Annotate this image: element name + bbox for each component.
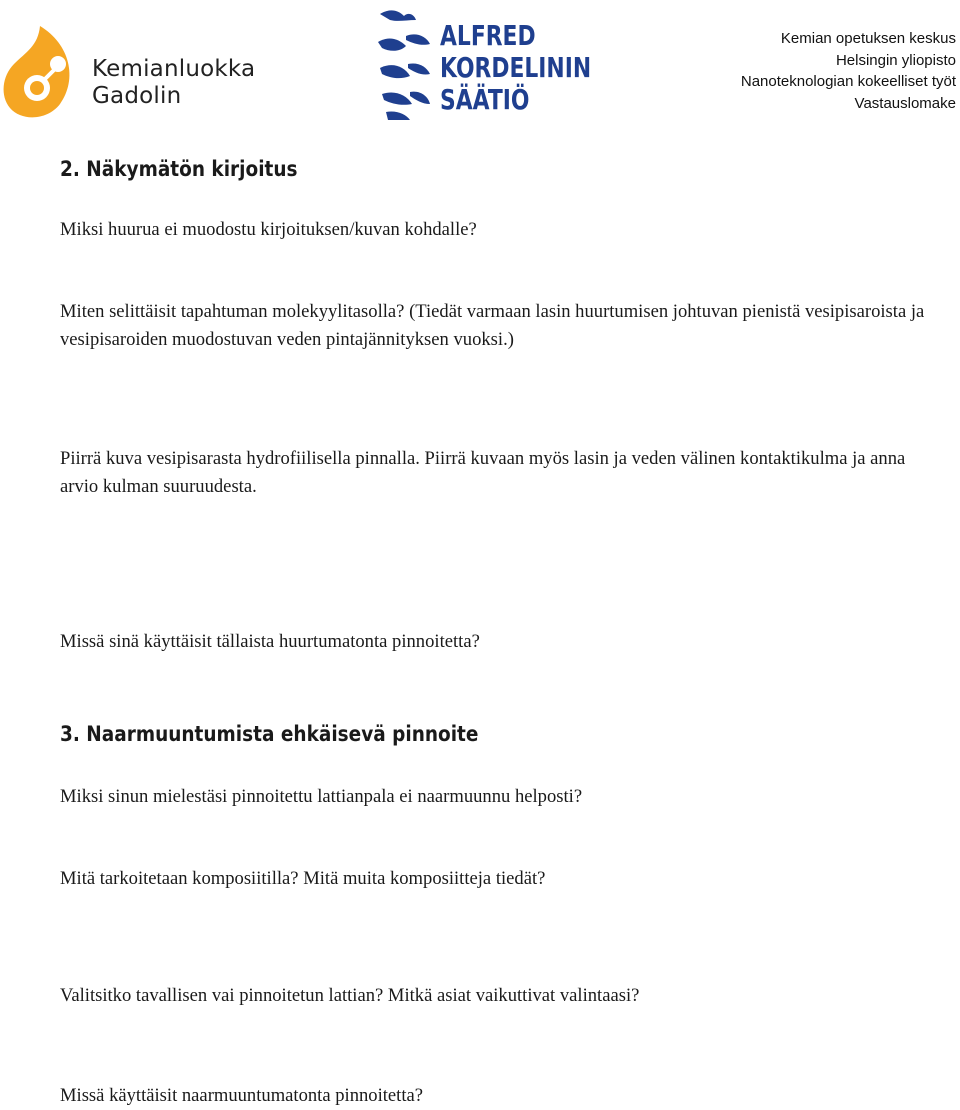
header-info-line: Kemian opetuksen keskus bbox=[780, 30, 956, 47]
section-3-heading: 3. Naarmuuntumista ehkäisevä pinnoite bbox=[60, 722, 479, 746]
section-2-question-1: Miksi huurua ei muodostu kirjoituksen/kuvan kohdalle? bbox=[60, 219, 477, 240]
gadolin-logo bbox=[0, 20, 256, 125]
section-3-question-2: Mitä tarkoitetaan komposiitilla? Mitä muita komposiitteja tiedät? bbox=[60, 868, 546, 889]
section-2-heading: 2. Näkymätön kirjoitus bbox=[60, 157, 298, 181]
section-3-question-4: Missä käyttäisit naarmuuntumatonta pinnoitetta? bbox=[60, 1085, 424, 1106]
kordelin-logo-icon bbox=[376, 6, 432, 122]
section-2-question-3: Piirrä kuva vesipisarasta hydrofiilisella pinnalla. Piirrä kuvaan myös lasin ja veden välinen kontaktikulma ja anna arvio kulman suuruudesta. bbox=[60, 448, 906, 497]
gadolin-logo-line2: Gadolin bbox=[92, 83, 182, 109]
page-header bbox=[0, 0, 960, 130]
header-info-line: Helsingin yliopisto bbox=[835, 51, 956, 69]
gadolin-logo-icon bbox=[0, 24, 80, 124]
header-info-line: Nanoteknologian kokeelliset työt bbox=[740, 73, 956, 90]
kordelin-logo-line2: KORDELININ bbox=[440, 51, 592, 84]
kordelin-logo-line1: ALFRED bbox=[440, 19, 536, 52]
section-2-question-4: Missä sinä käyttäisit tällaista huurtumatonta pinnoitetta? bbox=[60, 631, 480, 652]
gadolin-logo-text bbox=[92, 56, 255, 110]
gadolin-logo-line1: Kemianluokka bbox=[92, 56, 256, 82]
section-2-question-2: Miten selittäisit tapahtuman molekyylitasolla? (Tiedät varmaan lasin huurtumisen johtuvan pienistä vesipisaroista ja vesipisaroiden muodostuvan veden pintajännityksen vuoksi.) bbox=[60, 301, 925, 350]
kordelin-logo-line3: SÄÄTIÖ bbox=[440, 83, 530, 116]
section-3-question-1: Miksi sinun mielestäsi pinnoitettu lattianpala ei naarmuunnu helposti? bbox=[60, 786, 583, 807]
header-info bbox=[741, 28, 956, 114]
section-3-question-3: Valitsitko tavallisen vai pinnoitetun lattian? Mitkä asiat vaikuttivat valintaasi? bbox=[60, 985, 640, 1006]
kordelin-logo bbox=[376, 6, 592, 124]
header-info-line: Vastauslomake bbox=[854, 94, 956, 112]
kordelin-logo-text bbox=[440, 20, 591, 116]
